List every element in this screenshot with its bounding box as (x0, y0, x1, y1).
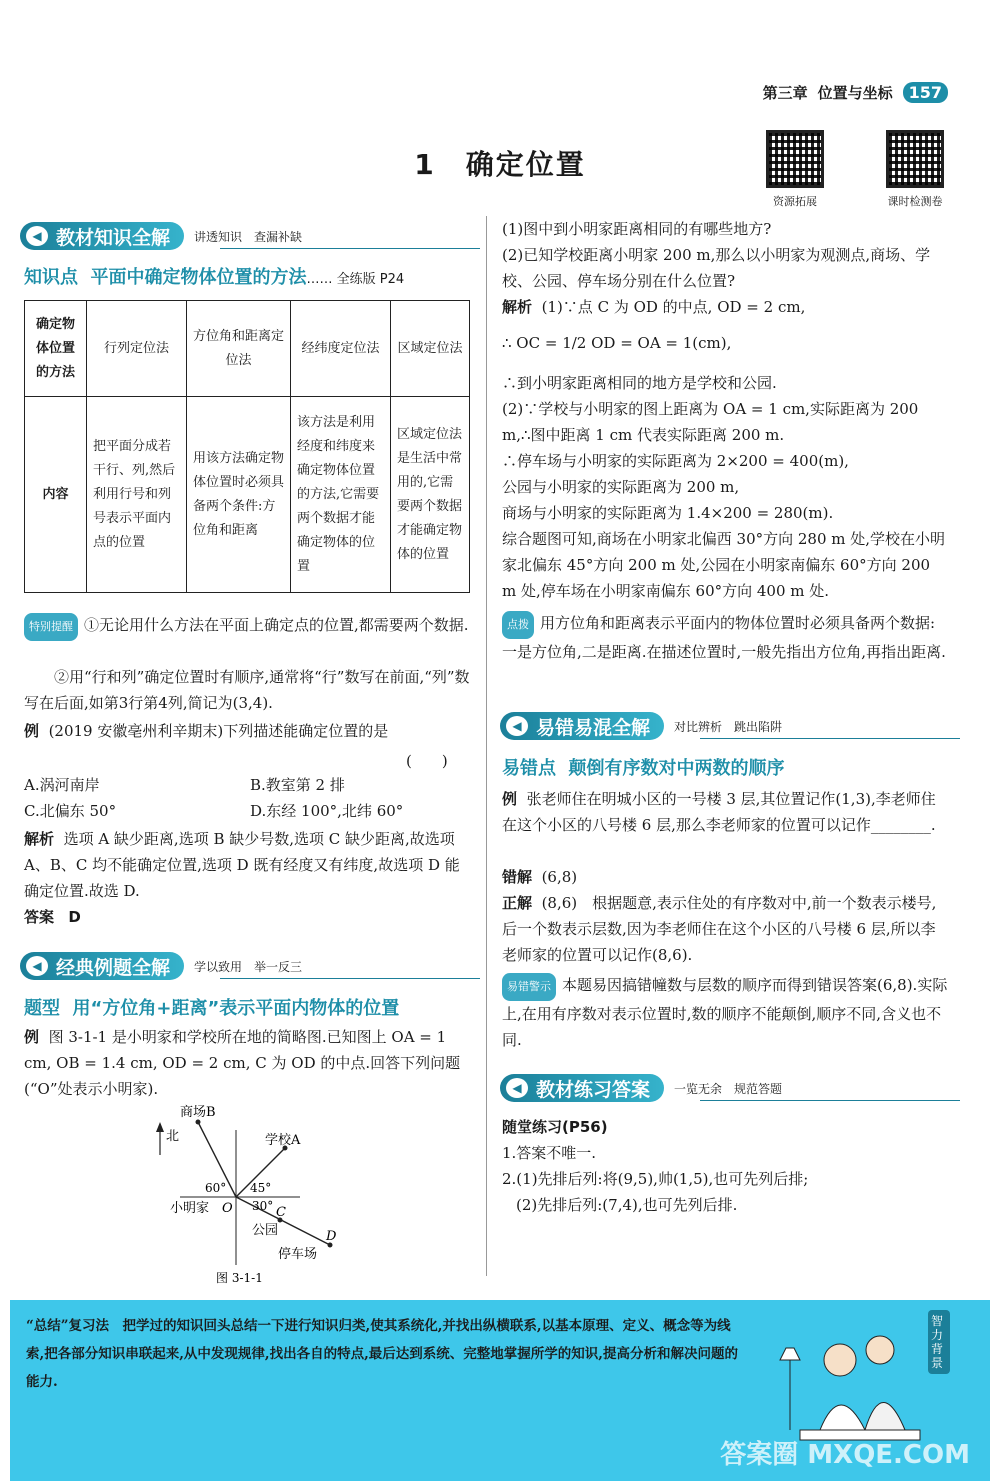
wrong-answer: 错解 (6,8) (502, 868, 578, 886)
angle-45: 45° (250, 1181, 272, 1195)
figure-3-1-1 (140, 1100, 380, 1290)
question-1: (1)图中到小明家距离相同的有哪些地方? (502, 220, 772, 238)
example-3: 例 张老师住在明城小区的一号楼 3 层,其位置记作(1,3),李老师住在这个小区的八号楼 6 层,那么李老师家的位置可以记作________. (502, 790, 936, 834)
table-header: 区域定位法 (391, 301, 470, 397)
parking-label: 停车场 (278, 1247, 318, 1262)
qr-label-resource: 资源拓展 (773, 195, 817, 208)
table-header: 经纬度定位法 (291, 301, 391, 397)
home-label: 小明家 (170, 1201, 210, 1216)
origin-label: O (222, 1201, 233, 1216)
chapter-label: 第三章 (762, 84, 808, 102)
practice-subheading: 随堂练习(P56) (502, 1118, 608, 1136)
qr-code-test[interactable] (886, 130, 944, 188)
megaphone-icon: ◀ (26, 226, 48, 246)
column-divider (486, 216, 487, 1276)
option-d: D.东经 100°,北纬 60° (250, 802, 404, 820)
figure-caption: 图 3-1-1 (216, 1271, 263, 1285)
megaphone-icon: ◀ (506, 716, 528, 736)
option-b: B.教室第 2 排 (250, 776, 345, 794)
solution-1: 解析 选项 A 缺少距离,选项 B 缺少号数,选项 C 缺少距离,故选项 A、B、C 均不能确定位置,选项 D 既有经度又有纬度,故选项 D 能确定位置.故选 D. (24, 830, 460, 900)
table-cell: 用该方法确定物体位置时必须具备两个条件:方位角和距离 (187, 397, 291, 593)
tip-block: 特别提醒 ①无论用什么方法在平面上确定点的位置,都需要两个数据. (24, 612, 470, 641)
question-2: (2)已知学校距离小明家 200 m,那么以小明家为观测点,商场、学校、公园、停车场分别在什么位置? (502, 246, 931, 290)
page-title: 1 确定位置 (414, 148, 586, 181)
north-label: 北 (166, 1129, 180, 1144)
table-header: 方位角和距离定位法 (187, 301, 291, 397)
page-header (763, 82, 948, 103)
option-c: C.北偏东 50° (24, 802, 117, 820)
knowledge-point-heading: 知识点 平面中确定物体位置的方法…… 全练版 P24 (24, 267, 405, 288)
school-label: 学校A (265, 1133, 301, 1148)
warning-block: 易错警示 本题易因搞错幢数与层数的顺序而得到错误答案(6,8).实际上,在用有序数对表示位置时,数的顺序不能颠倒,顺序不同,含义也不同. (502, 972, 948, 1053)
angle-60: 60° (205, 1181, 227, 1195)
right-solution-1: 解析 (1)∵点 C 为 OD 的中点, OD = 2 cm, (502, 298, 806, 316)
answer-paren: ( ) (406, 752, 448, 770)
example-question: 例 (2019 安徽亳州利辛期末)下列描述能确定位置的是 (24, 722, 389, 740)
right-solution-3: ∴到小明家距离相同的地方是学校和公园. (502, 374, 777, 392)
park-label: 公园 (252, 1223, 279, 1238)
mall-label: 商场B (180, 1105, 216, 1120)
answer-1: 答案 D (24, 908, 81, 926)
section-banner-knowledge: ◀ 教材知识全解 讲透知识 查漏补缺 (20, 222, 480, 250)
error-point-heading: 易错点 颠倒有序数对中两数的顺序 (502, 758, 785, 779)
right-solution-6: 公园与小明家的实际距离为 200 m, (502, 478, 740, 496)
tip-box-text: “总结”复习法 把学过的知识回头总结一下进行知识归类,使其系统化,并找出纵横联系,以基本原理、定义、概念等为线索,把各部分知识串联起来,从中发现规律,找出各自的特点,最后达到系统、完整地掌握所学的知识,提高分析和解决问题的能力. (26, 1318, 738, 1390)
angle-30: 30° (252, 1199, 274, 1213)
methods-table (24, 300, 470, 593)
practice-answer-3: (2)先排后列:(7,4),也可先列后排. (516, 1196, 738, 1214)
megaphone-icon: ◀ (26, 956, 48, 976)
correct-answer: 正解 (8,6) 根据题意,表示住处的有序数对中,前一个数表示楼号,后一个数表示层数,因为李老师住在这个小区的八号楼 6 层,所以李老师家的位置可以记作(8,6). (502, 894, 937, 964)
option-a: A.涡河南岸 (24, 776, 100, 794)
right-solution-4: (2)∵学校与小明家的图上距离为 OA = 1 cm,实际距离为 200 m,∴图中距离 1 cm 代表实际距离 200 m. (502, 400, 919, 444)
right-solution-8: 综合题图可知,商场在小明家北偏西 30°方向 280 m 处,学校在小明家北偏东 45°方向 200 m 处,公园在小明家南偏东 60°方向 200 m 处,停车场在小明家南偏东 60°方向 400 m 处. (502, 530, 946, 600)
side-tab: 智力背景 (928, 1310, 950, 1374)
practice-answer-2: 2.(1)先排后列:将(9,5),帅(1,5),也可先列后排; (502, 1170, 809, 1188)
right-solution-2: ∴ OC = 1/2 OD = OA = 1(cm), (502, 334, 732, 352)
section-banner-errors: ◀ 易错易混全解 对比辨析 跳出陷阱 (500, 712, 960, 740)
hint-block: 点拨 用方位角和距离表示平面内的物体位置时必须具备两个数据:一是方位角,二是距离.在描述位置时,一般先指出方位角,再指出距离. (502, 610, 948, 665)
table-header: 确定物体位置的方法 (25, 301, 87, 397)
point-c-label: C (276, 1205, 286, 1220)
right-solution-7: 商场与小明家的实际距离为 1.4×200 = 280(m). (502, 504, 834, 522)
chapter-title: 位置与坐标 (817, 84, 893, 102)
table-cell: 区域定位法是生活中常用的,它需要两个数据才能确定物体的位置 (391, 397, 470, 593)
point-d-label: D (326, 1229, 337, 1244)
example-2: 例 图 3-1-1 是小明家和学校所在地的简略图.已知图上 OA = 1 cm, OB = 1.4 cm, OD = 2 cm, C 为 OD 的中点.回答下列问题(“O”处表示小明家). (24, 1028, 461, 1098)
right-solution-5: ∴停车场与小明家的实际距离为 2×200 = 400(m), (502, 452, 849, 470)
table-cell: 把平面分成若干行、列,然后利用行号和列号表示平面内点的位置 (87, 397, 187, 593)
table-cell: 该方法是利用经度和纬度来确定物体位置的方法,它需要两个数据才能确定物体的位置 (291, 397, 391, 593)
table-row-label: 内容 (25, 397, 87, 593)
qr-code-resource[interactable] (766, 130, 824, 188)
tip-box (10, 1300, 990, 1481)
section-banner-examples: ◀ 经典例题全解 学以致用 举一反三 (20, 952, 480, 980)
tip-2: ②用“行和列”确定位置时有顺序,通常将“行”数写在前面,“列”数写在后面,如第3行第4列,简记为(3,4). (24, 668, 470, 712)
megaphone-icon: ◀ (506, 1078, 528, 1098)
qr-label-test: 课时检测卷 (887, 195, 943, 208)
page-number: 157 (903, 82, 948, 103)
practice-answer-1: 1.答案不唯一. (502, 1144, 597, 1162)
watermark: 答案圈 MXQE.COM (720, 1440, 970, 1470)
question-type-heading: 题型 用“方位角+距离”表示平面内物体的位置 (24, 998, 400, 1019)
section-banner-answers: ◀ 教材练习答案 一览无余 规范答题 (500, 1074, 960, 1102)
table-header: 行列定位法 (87, 301, 187, 397)
